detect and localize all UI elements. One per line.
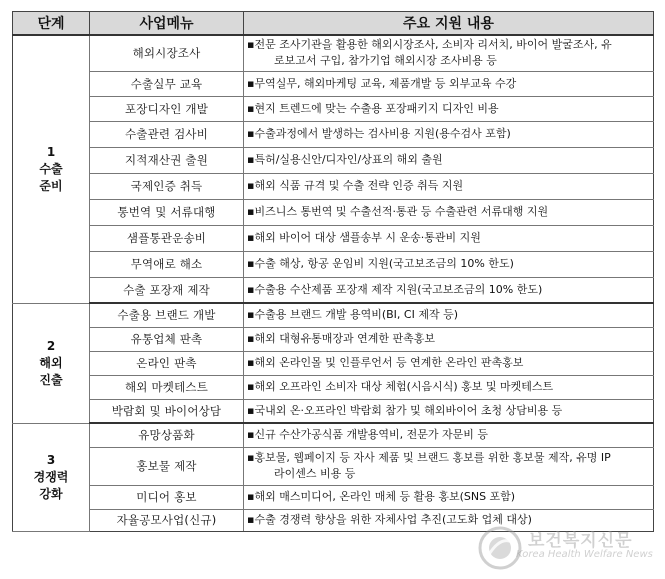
table-row xyxy=(13,447,654,485)
description-line: ▪현지 트렌드에 맞는 수출용 포장패키지 디자인 비용 xyxy=(247,101,499,115)
watermark-subtitle: Korea Health Welfare News xyxy=(516,549,653,560)
table-row xyxy=(13,303,654,327)
stage-cell xyxy=(13,303,90,423)
table-row xyxy=(13,199,654,225)
menu-cell: 수출용 브랜드 개발 xyxy=(90,303,244,327)
description-line: ▪해외 바이어 대상 샘플송부 시 운송·통관비 지원 xyxy=(247,231,481,244)
support-program-table xyxy=(12,11,654,532)
description-line: ▪수출용 브랜드 개발 용역비(BI, CI 제작 등) xyxy=(247,308,458,322)
description-cell xyxy=(244,173,654,199)
stage-label: 2 xyxy=(46,338,56,353)
table-row xyxy=(13,327,654,351)
table-row xyxy=(13,485,654,509)
menu-cell: 유통업체 판촉 xyxy=(90,327,244,351)
description-cell xyxy=(244,485,654,509)
description-line: ▪해외 식품 규격 및 수출 전략 인증 취득 지원 xyxy=(247,179,464,192)
table-row xyxy=(13,423,654,447)
menu-cell: 온라인 판촉 xyxy=(90,351,244,375)
menu-cell: 해외시장조사 xyxy=(90,35,244,71)
stage-label: 수출 xyxy=(39,161,63,176)
table-row xyxy=(13,277,654,303)
description-cell xyxy=(244,225,654,251)
stage-label: 준비 xyxy=(39,178,63,193)
menu-cell: 무역애로 해소 xyxy=(90,251,244,277)
stage-label: 1 xyxy=(46,144,56,159)
description-cell xyxy=(244,447,654,485)
table-row xyxy=(13,121,654,147)
menu-cell: 유망상품화 xyxy=(90,423,244,447)
table-row xyxy=(13,225,654,251)
watermark-name: 보건복지신문 xyxy=(528,531,633,551)
description-line: ▪수출 경쟁력 향상을 위한 자체사업 추진(고도화 업체 대상) xyxy=(247,513,532,526)
description-line: ▪수출과정에서 발생하는 검사비용 지원(용수검사 포함) xyxy=(247,127,511,140)
description-line: ▪수출용 수산제품 포장재 제작 지원(국고보조금의 10% 한도) xyxy=(247,282,543,296)
menu-cell: 자율공모사업(신규) xyxy=(90,509,244,531)
menu-cell: 수출관련 검사비 xyxy=(90,121,244,147)
description-cell xyxy=(244,96,654,121)
table-row xyxy=(13,399,654,423)
description-line: 라이센스 비용 등 xyxy=(274,467,356,480)
description-cell xyxy=(244,399,654,423)
stage-cell xyxy=(13,35,90,303)
table-row xyxy=(13,173,654,199)
description-cell xyxy=(244,327,654,351)
description-line: 로보고서 구입, 참가기업 해외시장 조사비용 등 xyxy=(274,54,497,68)
menu-cell: 지적재산권 출원 xyxy=(90,147,244,173)
header-menu: 사업메뉴 xyxy=(90,12,244,36)
description-line: ▪해외 대형유통매장과 연계한 판촉홍보 xyxy=(247,332,435,345)
menu-cell: 수출 포장재 제작 xyxy=(90,277,244,303)
menu-cell: 샘플통관운송비 xyxy=(90,225,244,251)
table-row xyxy=(13,35,654,71)
description-cell xyxy=(244,351,654,375)
menu-cell: 통번역 및 서류대행 xyxy=(90,199,244,225)
stage-label: 해외 xyxy=(39,355,63,370)
table-row xyxy=(13,375,654,399)
description-line: ▪특허/실용신안/디자인/상표의 해외 출원 xyxy=(247,153,443,166)
menu-cell: 홍보물 제작 xyxy=(90,447,244,485)
menu-cell: 미디어 홍보 xyxy=(90,485,244,509)
table-row xyxy=(13,96,654,121)
description-cell xyxy=(244,303,654,327)
description-cell xyxy=(244,71,654,96)
stage-cell xyxy=(13,423,90,531)
description-line: ▪해외 온라인몰 및 인플루언서 등 연계한 온라인 판촉홍보 xyxy=(247,356,524,369)
description-cell xyxy=(244,147,654,173)
stage-label: 3 xyxy=(46,452,56,467)
table-row xyxy=(13,147,654,173)
description-cell xyxy=(244,35,654,71)
header-content: 주요 지원 내용 xyxy=(244,12,654,36)
description-cell xyxy=(244,121,654,147)
description-line: ▪수출 해상, 항공 운임비 지원(국고보조금의 10% 한도) xyxy=(247,257,514,270)
description-line: ▪비즈니스 통번역 및 수출선적·통관 등 수출관련 서류대행 지원 xyxy=(247,205,549,218)
description-cell xyxy=(244,199,654,225)
header-stage: 단계 xyxy=(13,12,90,36)
table-row xyxy=(13,251,654,277)
description-line: ▪국내외 온·오프라인 박람회 참가 및 해외바이어 초청 상담비용 등 xyxy=(247,403,563,417)
description-line: ▪홍보물, 웹페이지 등 자사 제품 및 브랜드 홍보를 위한 홍보물 제작, 유명 IP xyxy=(247,451,611,464)
description-cell xyxy=(244,509,654,531)
description-cell xyxy=(244,375,654,399)
table-header-row xyxy=(13,12,654,36)
stage-label: 진출 xyxy=(39,372,63,387)
description-cell xyxy=(244,423,654,447)
description-line: ▪신규 수산가공식품 개발용역비, 전문가 자문비 등 xyxy=(247,428,488,442)
menu-cell: 포장디자인 개발 xyxy=(90,96,244,121)
menu-cell: 국제인증 취득 xyxy=(90,173,244,199)
table-row xyxy=(13,351,654,375)
description-line: ▪전문 조사기관을 활용한 해외시장조사, 소비자 리서치, 바이어 발굴조사, 유 xyxy=(247,38,612,52)
stage-label: 경쟁력 xyxy=(33,469,69,484)
menu-cell: 수출실무 교육 xyxy=(90,71,244,96)
description-line: ▪무역실무, 해외마케팅 교육, 제품개발 등 외부교육 수강 xyxy=(247,76,517,90)
stage-label: 강화 xyxy=(39,486,63,501)
description-cell xyxy=(244,277,654,303)
menu-cell: 해외 마켓테스트 xyxy=(90,375,244,399)
table-row xyxy=(13,71,654,96)
watermark-logo-icon xyxy=(478,526,522,570)
table-body xyxy=(13,35,654,531)
description-line: ▪해외 매스미디어, 온라인 매체 등 활용 홍보(SNS 포함) xyxy=(247,490,516,503)
table-row xyxy=(13,509,654,531)
menu-cell: 박람회 및 바이어상담 xyxy=(90,399,244,423)
description-cell xyxy=(244,251,654,277)
description-line: ▪해외 오프라인 소비자 대상 체험(시음시식) 홍보 및 마켓테스트 xyxy=(247,380,554,393)
